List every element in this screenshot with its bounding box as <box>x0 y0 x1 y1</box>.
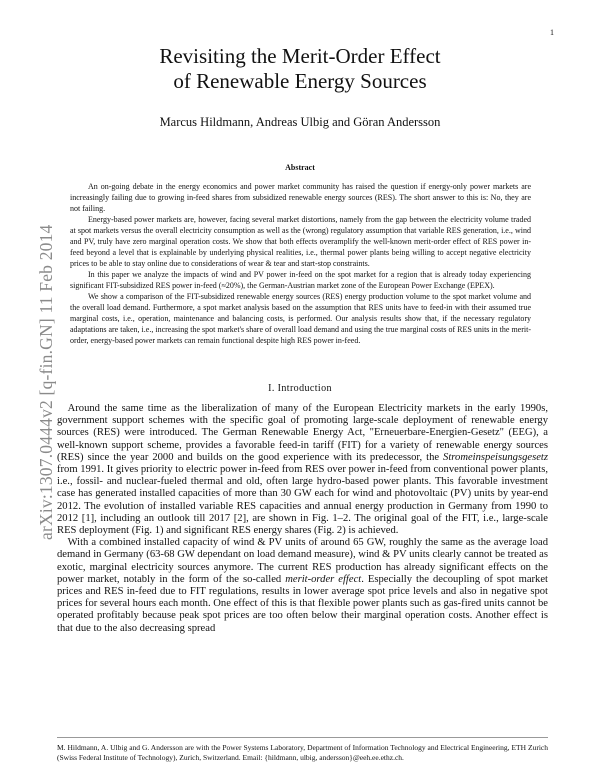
abstract-paragraph: An on-going debate in the energy economics and power market community has raised the question if energy-only power markets are increasingly failing due to growing in-feed shares from subsidized renewable energy sources (RES). The short answer to this is: No, they are not failing. <box>70 182 531 213</box>
body-text-run: Around the same time as the liberalization of many of the European Electricity markets in the early 1990s, government support schemes with the specific goal of promoting large-scale deployment of renewable energy sources (RES) were introduced. The German Renewable Energy Act, "Erneuerbare-Energien-Gesetz" (EEG), a well-known support scheme, provides a favorable feed-in tariff (FIT) for a variety of renewable energy sources (RES) since the year 2000 and builds on the good experience with its predecessor, the <box>57 403 548 463</box>
body-paragraph <box>57 403 548 537</box>
body-text-run: With a combined installed capacity of wind & PV units of around 65 GW, roughly the same as the average load demand in Germany (63-68 GW dependant on load demand measure), wind & PV units clearly cannot be treated as exotic, marginal electricity sources anymore. The current RES production has already significant effects on the power market, notably in the form of the so-called <box>57 537 548 585</box>
affiliation-footnote: M. Hildmann, A. Ulbig and G. Andersson are with the Power Systems Laboratory, Department of Information Technology and Electrical Engineering, ETH Zurich (Swiss Federal Institute of Technology), Zurich, Switzerland. Email: {hildmann, ulbig, andersson}@eeh.ee.ethz.ch. <box>57 743 548 762</box>
page-number: 1 <box>550 28 554 37</box>
body-text-run: . Especially the decoupling of spot market prices and RES in-feed due to FIT regulations, results in lower average spot price levels and also in negative spot prices for several hours each month. One effect of this is that flexible power plants such as gas-fired units cannot be operated profitably because peak spot prices are too often below their marginal operation costs. Another effect is that due to the also decreasing spread <box>57 573 549 634</box>
arxiv-identifier: arXiv:1307.0444v2 [q-fin.GN] 11 Feb 2014 <box>36 224 56 540</box>
paper-title <box>60 44 540 94</box>
abstract-heading: Abstract <box>285 163 315 172</box>
title-line-1: Revisiting the Merit-Order Effect <box>159 44 441 68</box>
author-list: Marcus Hildmann, Andreas Ulbig and Göran Andersson <box>159 115 441 129</box>
body-emphasis: merit-order effect <box>285 573 362 585</box>
footnote-divider <box>57 737 548 738</box>
abstract-paragraph: We show a comparison of the FIT-subsidized renewable energy sources (RES) energy production volume to the spot market volume and the overall load demand. Furthermore, a spot market analysis based on the assumption that RES units have to feed-in with their assumed true marginal costs, i.e., operation, maintenance and balancing costs, is performed. Our analysis results show that, if the necessary regulatory adaptations are taken, i.e., increasing the spot market's share of overall load demand and using the true marginal costs of RES units in the merit-order, energy-based power markets can remain functional despite high RES power in-feed. <box>70 292 531 345</box>
abstract-paragraph: Energy-based power markets are, however, facing several market distortions, namely from the gap between the electricity volume traded at spot markets versus the overall electricity consumption as well as the (wrong) regulatory assumption that variable RES generation, i.e., wind and PV, truly have zero marginal operation costs. We show that both effects overamplify the well-known merit-order effect of RES power in-feed beyond a level that is explainable by underlying physical realities, i.e., thermal power plants being willing to accept negative electricity prices to be able to stay online due to considerations of wear & tear and start-stop constraints. <box>70 215 531 268</box>
title-line-2: of Renewable Energy Sources <box>173 69 427 93</box>
section-heading-introduction: I. Introduction <box>268 383 332 394</box>
introduction-body <box>57 403 548 635</box>
body-paragraph <box>57 537 548 635</box>
abstract-body <box>70 181 531 346</box>
abstract-paragraph: In this paper we analyze the impacts of wind and PV power in-feed on the spot market for a region that is already today experiencing significant FIT-subsidized RES power in-feed (≈20%), the German-Austrian market zone of the European Power Exchange (EPEX). <box>70 270 531 290</box>
body-emphasis: Stromeinspeisungsgesetz <box>443 451 548 463</box>
body-text-run: from 1991. It gives priority to electric power in-feed from RES over power in-feed from conventional power plants, i.e., fossil- and nuclear-fueled thermal and old, often large hydro-based power plants. This favorable investment case has generated installed capacities of more than 30 GW each for wind and photovoltaic (PV) units by year-end 2012. The evolution of installed variable RES capacities and annual energy production in Germany from 1990 to 2012 [1], including an outlook till 2017 [2], are shown in Fig. 1–2. The original goal of the FIT, i.e., large-scale RES deployment (Fig. 1) and significant RES energy shares (Fig. 2) is achieved. <box>57 464 548 537</box>
